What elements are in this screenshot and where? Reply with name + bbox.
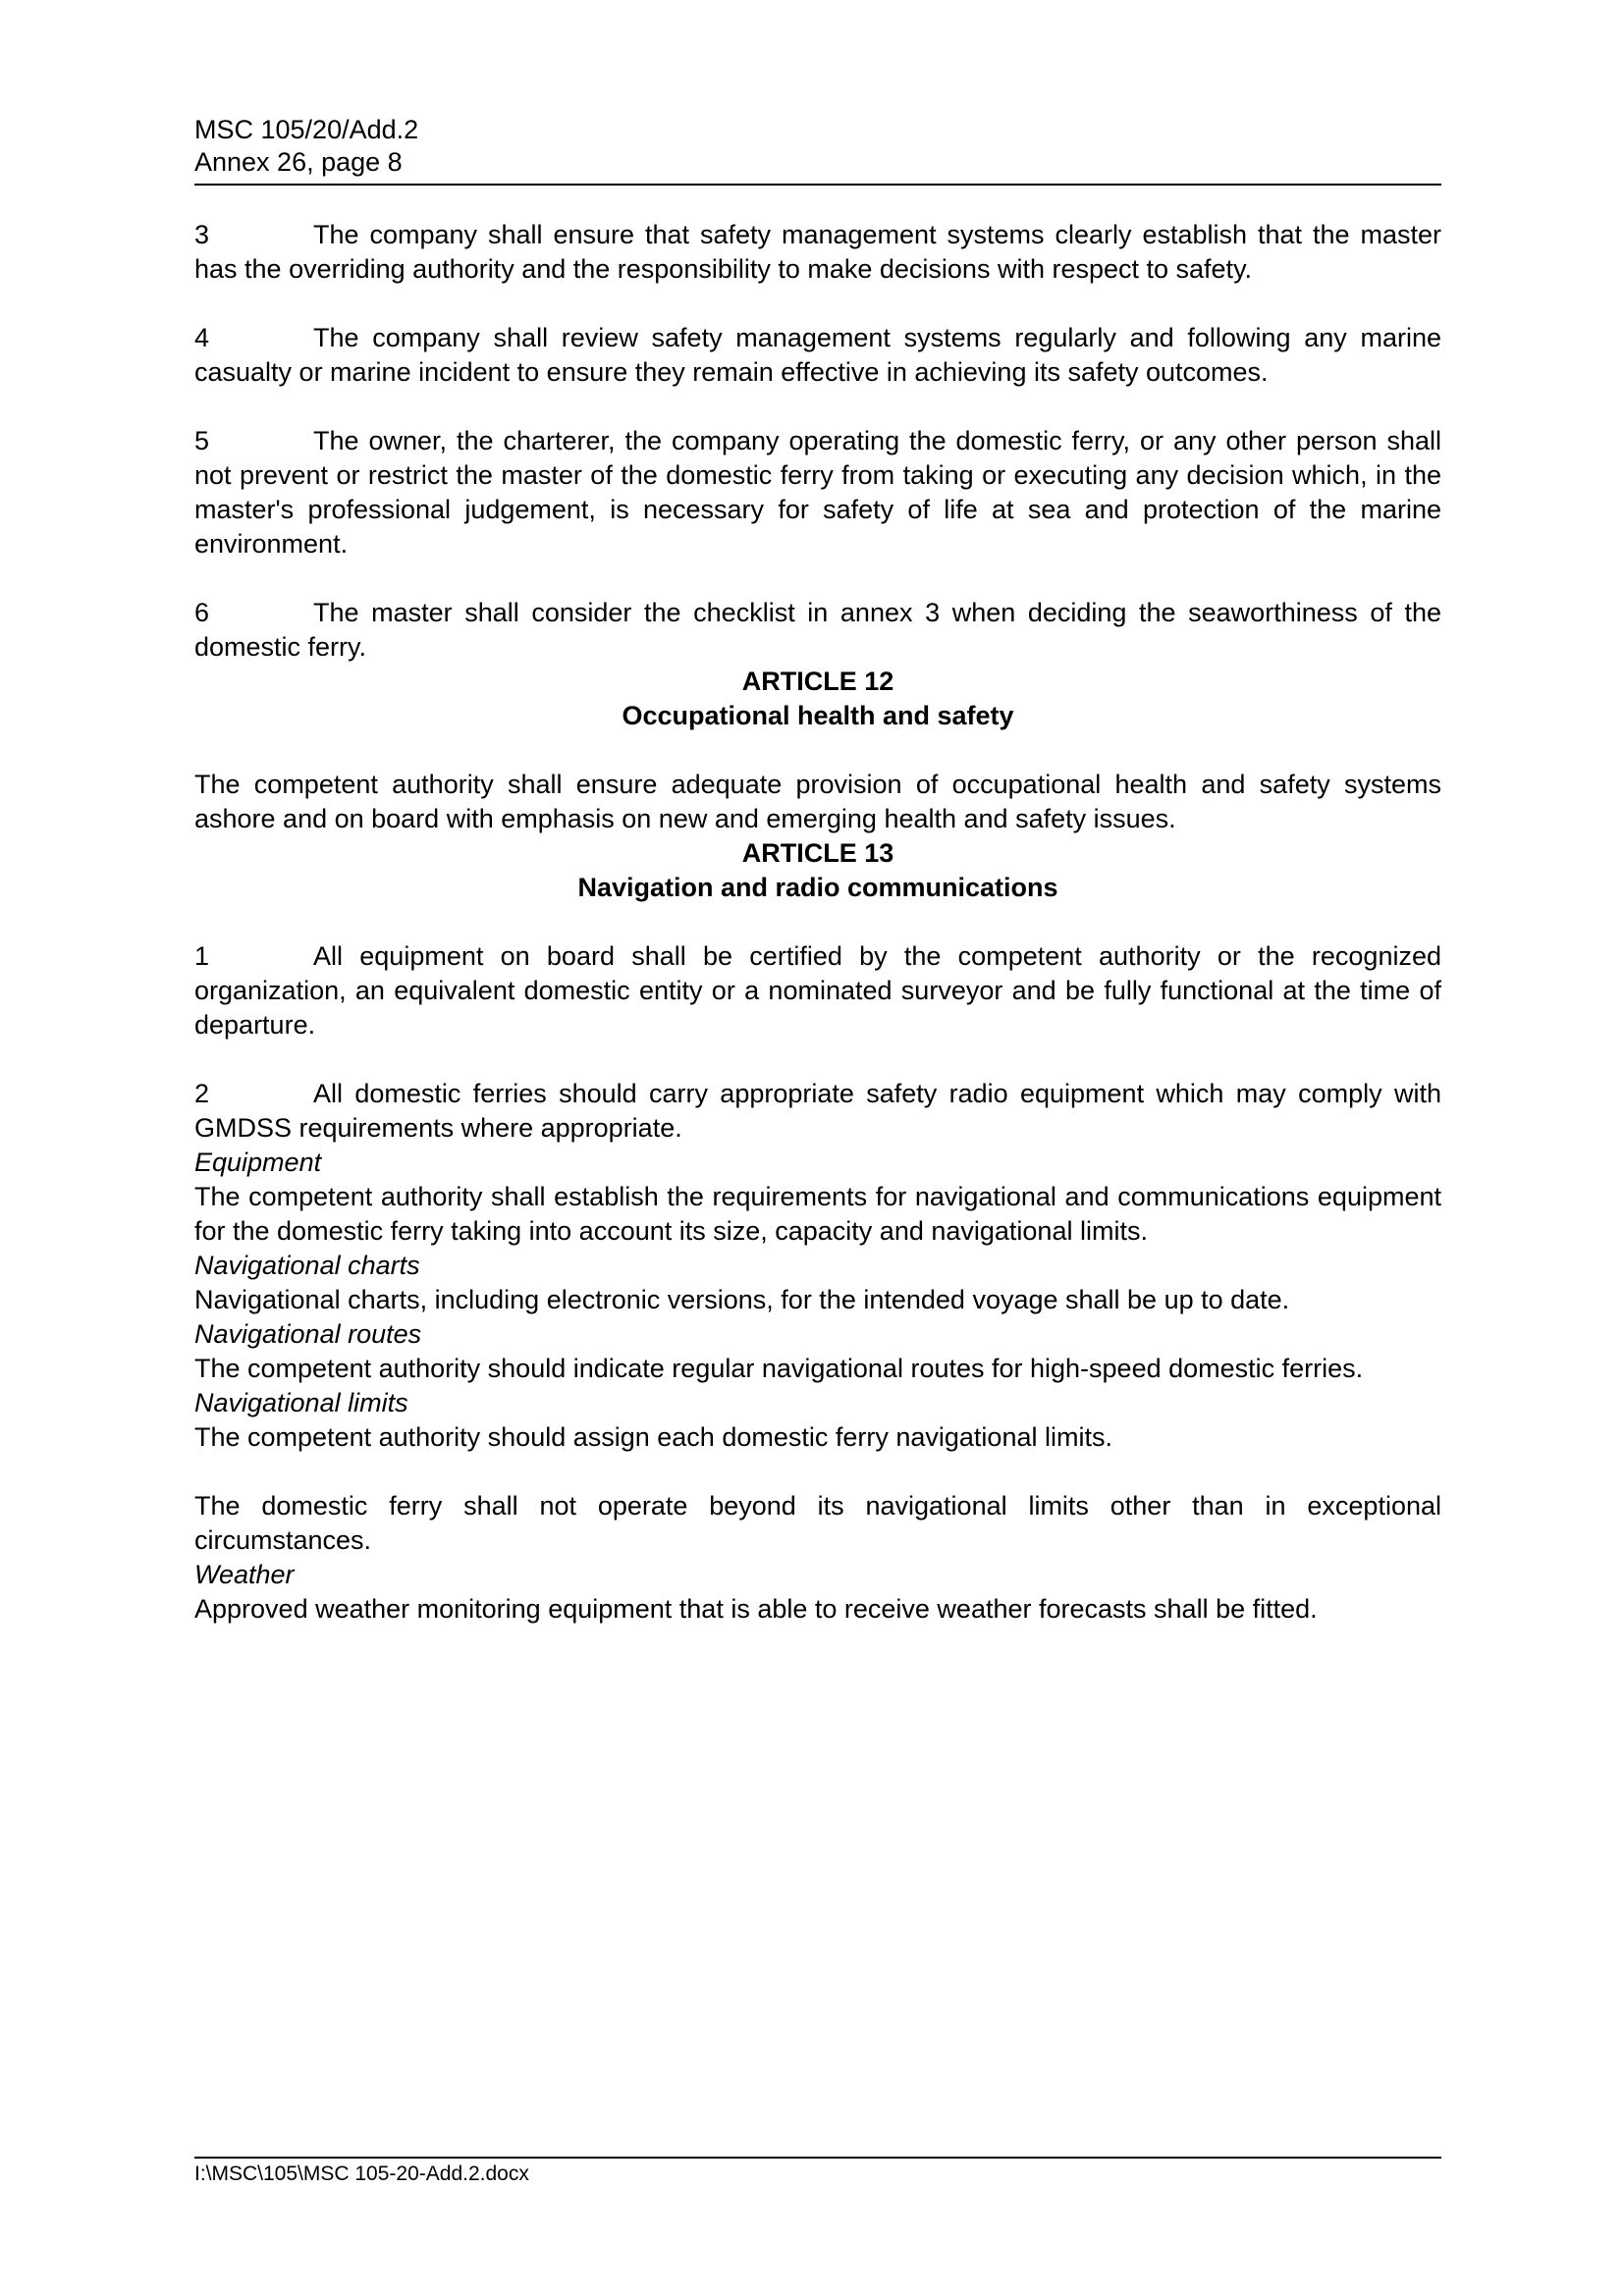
article-12-body: The competent authority shall ensure adequate provision of occupational health and safety systems ashore and on board with emphasis on new and emerging health and safety issues. [194, 770, 1441, 833]
limits-heading: Navigational limits [194, 1388, 408, 1417]
paragraph-number: 4 [194, 323, 210, 352]
page-header [194, 114, 1441, 179]
footer-rule [194, 2157, 1441, 2159]
equipment-text: The competent authority shall establish the requirements for navigational and communications equipment for the domestic ferry taking into account its size, capacity and navigational limits. [194, 1182, 1441, 1246]
equipment-heading: Equipment [194, 1148, 322, 1177]
document-page [194, 114, 1441, 1627]
article-13-paragraph-2 [194, 1077, 1441, 1146]
article-12-number: ARTICLE 12 [741, 667, 894, 696]
limits-text: The competent authority should assign each domestic ferry navigational limits. [194, 1422, 1112, 1452]
header-rule [194, 184, 1441, 186]
paragraph-4 [194, 321, 1441, 390]
limits-text-2: The domestic ferry shall not operate beyond its navigational limits other than in exceptional circumstances. [194, 1491, 1441, 1555]
paragraph-number: 2 [194, 1079, 210, 1108]
paragraph-6 [194, 596, 1441, 665]
paragraph-text: All equipment on board shall be certified by the competent authority or the recognized organization, an equivalent domestic entity or a nominated surveyor and be fully functional at the time of departure. [194, 941, 1441, 1040]
paragraph-5 [194, 424, 1441, 561]
file-path: I:\MSC\105\MSC 105-20-Add.2.docx [194, 2163, 529, 2185]
article-13-number: ARTICLE 13 [741, 838, 894, 868]
article-13-paragraph-1 [194, 939, 1441, 1042]
doc-reference: MSC 105/20/Add.2 [194, 115, 419, 144]
routes-text: The competent authority should indicate regular navigational routes for high-speed domestic ferries. [194, 1354, 1364, 1383]
paragraph-text: The company shall ensure that safety management systems clearly establish that the master has the overriding authority and the responsibility to make decisions with respect to safety. [194, 220, 1441, 284]
paragraph-number: 6 [194, 598, 210, 627]
charts-text: Navigational charts, including electronic versions, for the intended voyage shall be up to date. [194, 1285, 1290, 1314]
paragraph-number: 1 [194, 941, 210, 971]
routes-heading: Navigational routes [194, 1319, 422, 1349]
paragraph-text: The master shall consider the checklist in annex 3 when deciding the seaworthiness of the domestic ferry. [194, 598, 1441, 662]
article-13-title: Navigation and radio communications [577, 873, 1058, 902]
paragraph-number: 5 [194, 426, 210, 455]
paragraph-3 [194, 218, 1441, 287]
page-reference: Annex 26, page 8 [194, 147, 403, 177]
paragraph-text: All domestic ferries should carry appropriate safety radio equipment which may comply with GMDSS requirements where appropriate. [194, 1079, 1441, 1143]
page-footer [194, 2157, 1441, 2188]
charts-heading: Navigational charts [194, 1251, 420, 1280]
paragraph-text: The company shall review safety management systems regularly and following any marine casualty or marine incident to ensure they remain effective in achieving its safety outcomes. [194, 323, 1441, 387]
paragraph-text: The owner, the charterer, the company operating the domestic ferry, or any other person shall not prevent or restrict the master of the domestic ferry from taking or executing any decision which, in the master's professional judgement, is necessary for safety of life at sea and protection of the marine environment. [194, 426, 1441, 559]
paragraph-number: 3 [194, 220, 210, 249]
weather-heading: Weather [194, 1560, 295, 1589]
article-12-title: Occupational health and safety [622, 701, 1014, 730]
weather-text: Approved weather monitoring equipment that is able to receive weather forecasts shall be fitted. [194, 1594, 1318, 1624]
